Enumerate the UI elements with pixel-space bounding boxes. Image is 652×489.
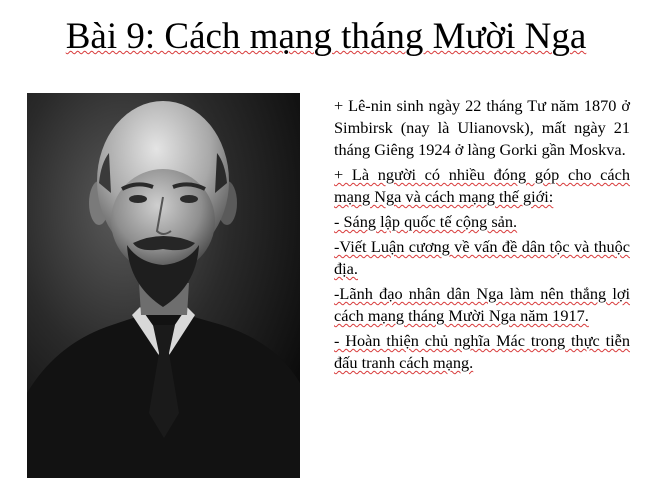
slide-title: Bài 9: Cách mạng tháng Mười Nga (65, 16, 587, 57)
paragraph-marxism: - Hoàn thiện chủ nghĩa Mác trong thực tiễn đấu tranh cách mạng. (334, 331, 630, 372)
paragraph-theses: -Viết Luận cương về vấn đề dân tộc và thuộc địa. (334, 237, 630, 278)
paragraph-contributions-intro: + Là người có nhiều đóng góp cho cách mạng Nga và cách mạng thế giới: (334, 165, 630, 206)
portrait-photo (27, 93, 300, 478)
paragraph-birth-death: + Lê-nin sinh ngày 22 tháng Tư năm 1870 ở Simbirsk (nay là Ulianovsk), mất ngày 21 tháng Giêng 1924 ở làng Gorki gần Moskva. (334, 96, 630, 159)
bio-text (334, 95, 630, 377)
paragraph-october-revolution: -Lãnh đạo nhân dân Nga làm nên thắng lợi cách mạng tháng Mười Nga năm 1917. (334, 284, 630, 325)
paragraph-comintern: - Sáng lập quốc tế cộng sản. (334, 212, 518, 231)
